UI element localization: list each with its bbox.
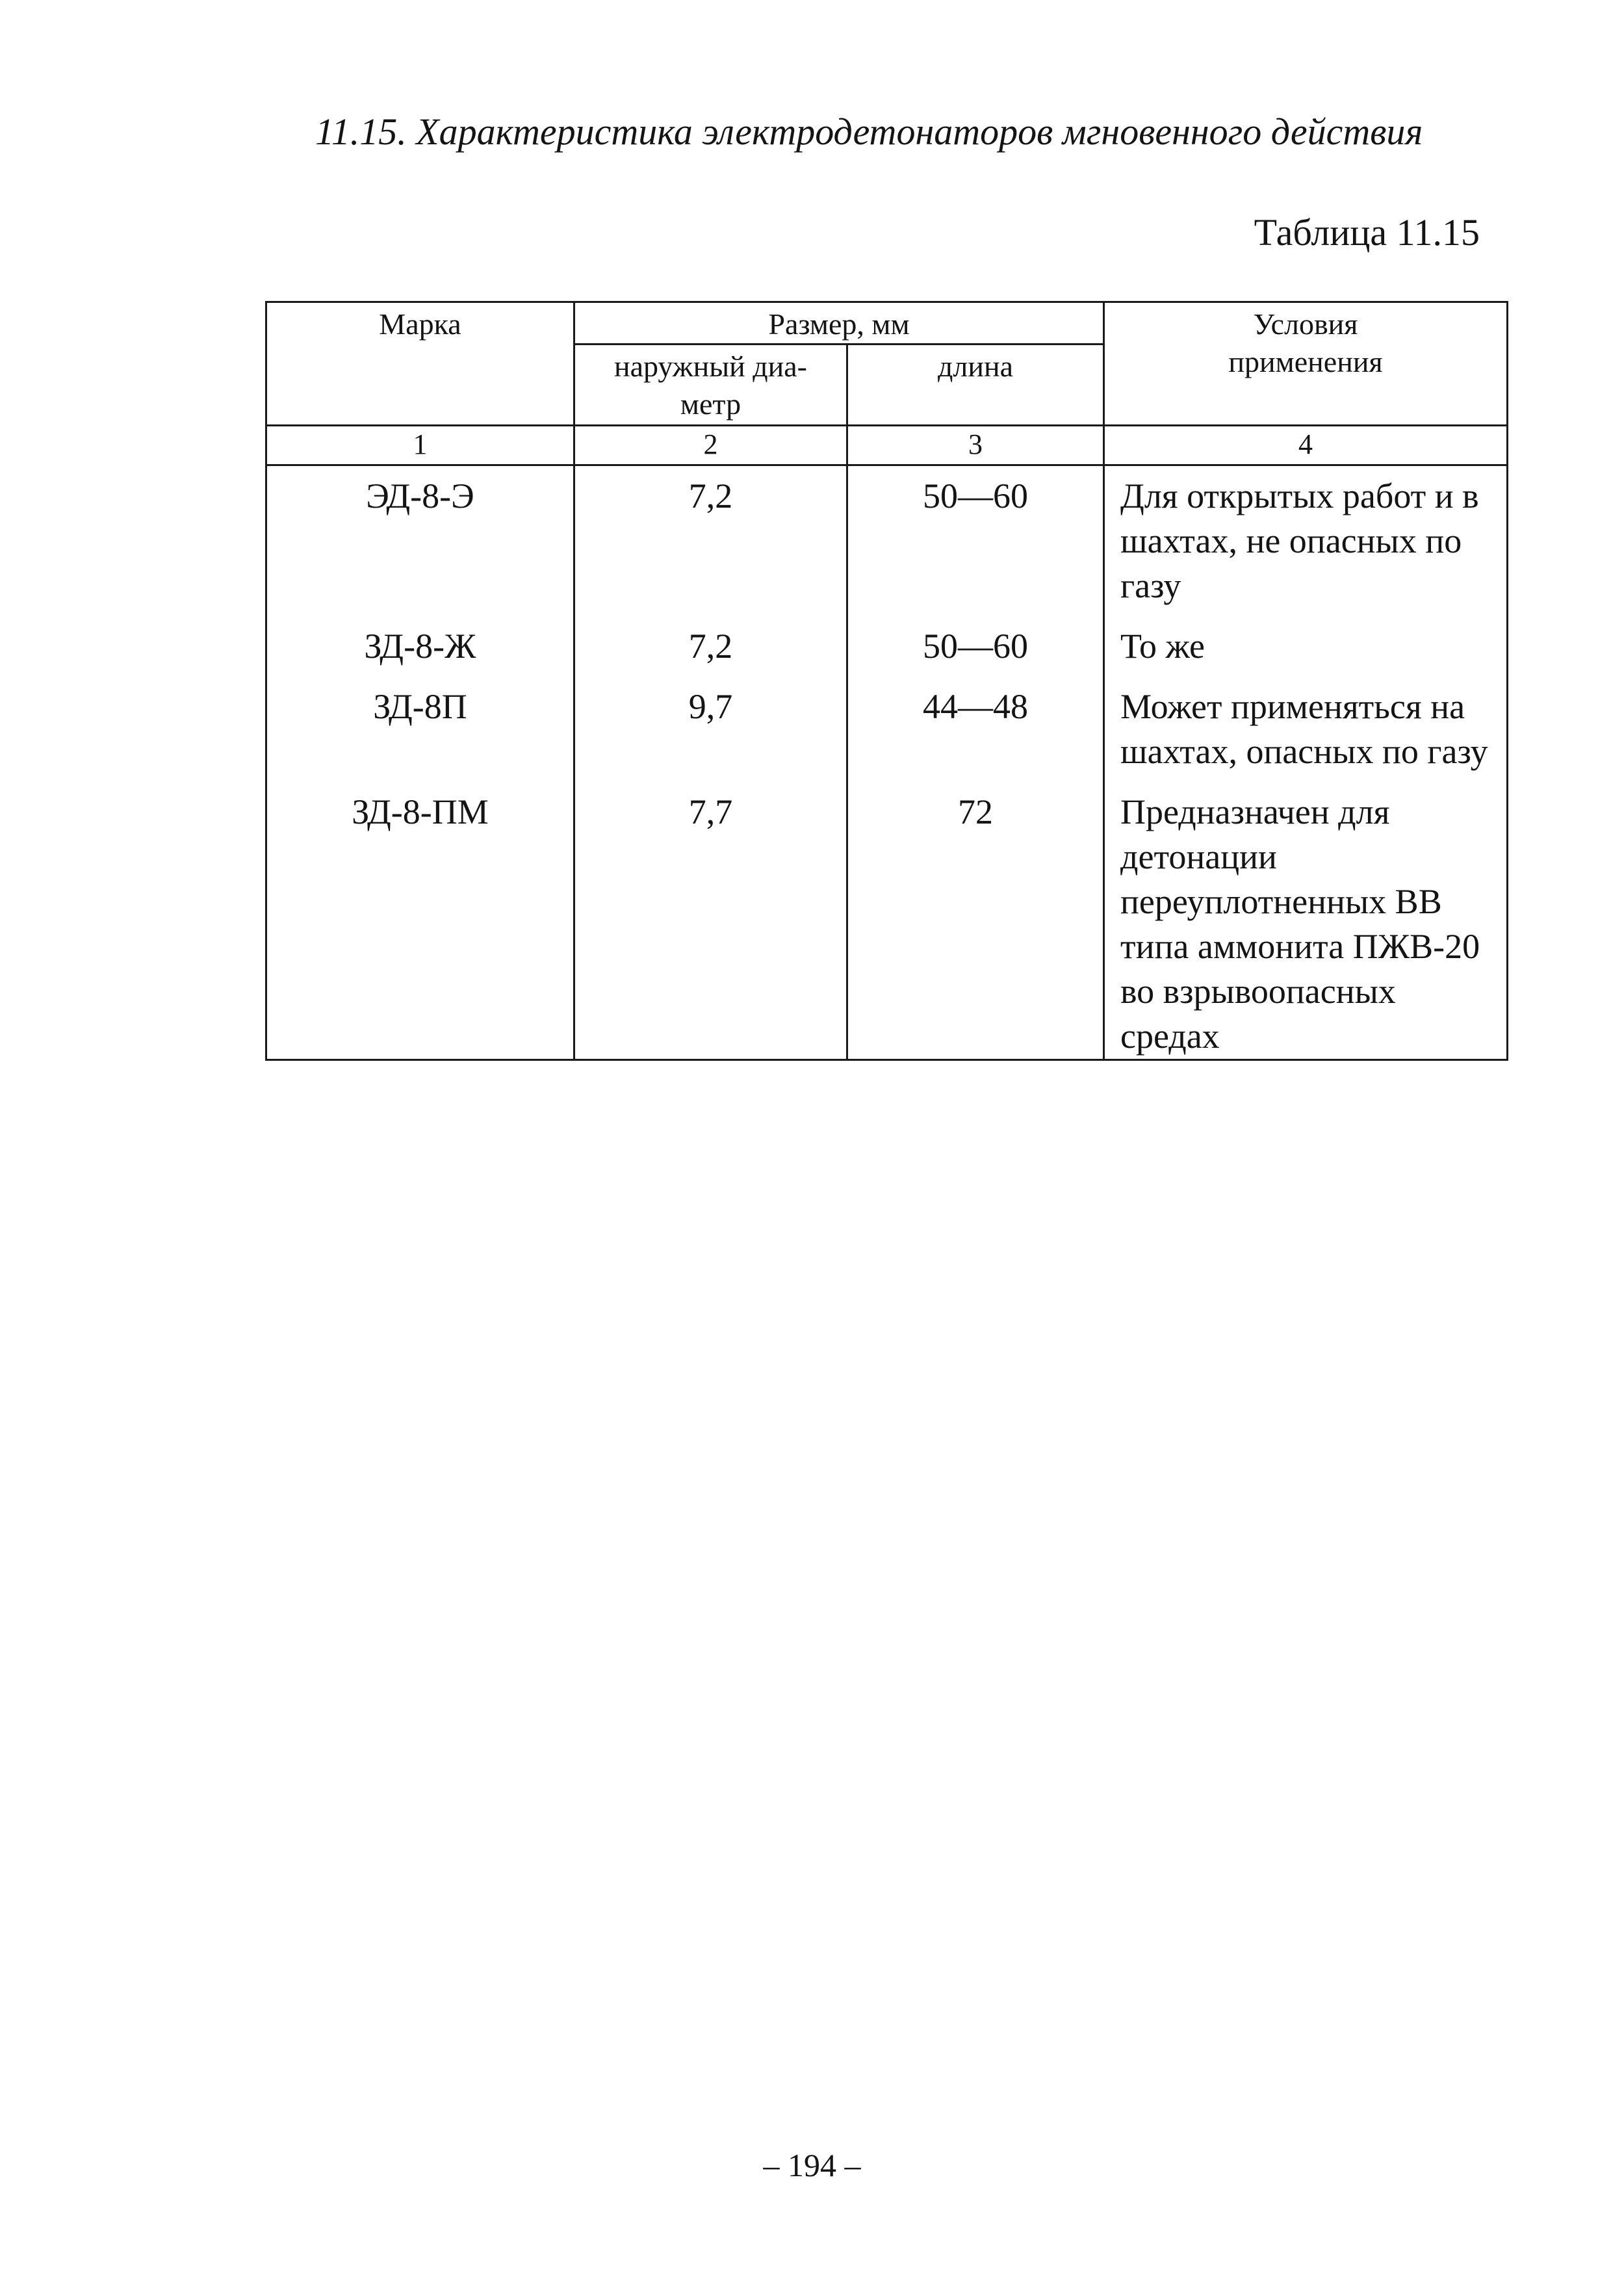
header-size: Размер, мм [574, 302, 1104, 344]
length-cell: 44—48 [847, 684, 1104, 774]
brand-cell: ЗД-8-Ж [266, 624, 574, 669]
conditions-cell: Может применяться на шахтах, опасных по газу [1104, 684, 1508, 774]
column-number: 4 [1104, 426, 1508, 465]
table-row [266, 465, 1508, 609]
length-cell: 50—60 [847, 624, 1104, 669]
brand-cell: ЭД-8-Э [266, 465, 574, 609]
brand-cell: ЗД-8-ПМ [266, 790, 574, 1060]
header-length: длина [847, 344, 1104, 426]
header-brand: Марка [266, 302, 574, 426]
page-number: – 194 – [763, 2147, 861, 2183]
conditions-cell: Для открытых работ и в шахтах, не опасных по газу [1104, 465, 1508, 609]
column-number: 3 [847, 426, 1104, 465]
conditions-cell: Предназначен для детонации переуплотненных ВВ типа аммонита ПЖВ-20 во взрывоопасных средах [1104, 790, 1508, 1060]
table-row [266, 790, 1508, 1060]
header-conditions: Условия применения [1104, 302, 1508, 426]
column-number: 1 [266, 426, 574, 465]
diameter-cell: 9,7 [574, 684, 847, 774]
column-number: 2 [574, 426, 847, 465]
length-cell: 72 [847, 790, 1104, 1060]
table-label: Таблица 11.15 [1254, 211, 1480, 254]
diameter-cell: 7,2 [574, 624, 847, 669]
table-row [266, 684, 1508, 774]
diameter-cell: 7,7 [574, 790, 847, 1060]
diameter-cell: 7,2 [574, 465, 847, 609]
data-table [265, 301, 1508, 1061]
header-outer-diameter: наружный диа-метр [574, 344, 847, 426]
table-row [266, 624, 1508, 669]
brand-cell: ЗД-8П [266, 684, 574, 774]
conditions-cell: То же [1104, 624, 1508, 669]
section-title: 11.15. Характеристика электродетонаторов мгновенного действия [315, 110, 1423, 153]
column-number-row [266, 426, 1508, 465]
length-cell: 50—60 [847, 465, 1104, 609]
